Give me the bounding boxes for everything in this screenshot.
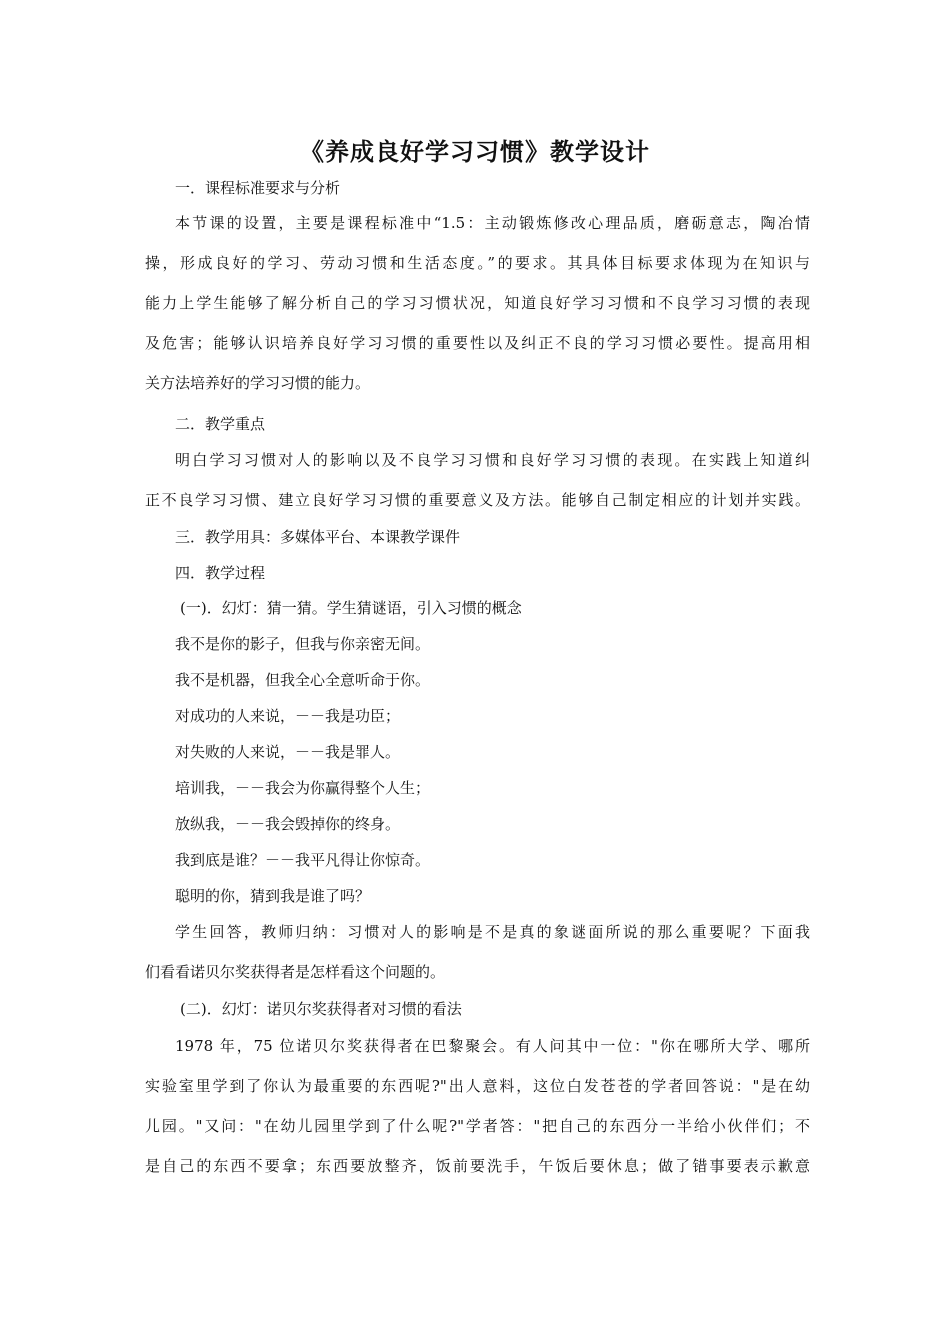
paragraph-key-points [145,440,810,520]
riddle-line: 聪明的你，猜到我是谁了吗？ [175,887,371,905]
paragraph-nobel-story [145,1026,810,1186]
riddle-line: 我到底是谁？－－我平凡得让你惊奇。 [175,851,431,869]
section-heading-1: 一．课程标准要求与分析 [175,179,341,197]
riddle-line: 培训我，－－我会为你赢得整个人生； [175,779,431,797]
text-line: 1978 年，75 位诺贝尔奖获得者在巴黎聚会。有人问其中一位："你在哪所大学、哪所 [175,1037,810,1055]
section-heading-3: 三．教学用具：多媒体平台、本课教学课件 [175,528,461,546]
text-line: 们看看诺贝尔奖获得者是怎样看这个问题的。 [145,963,446,981]
text-line: 实验室里学到了你认为最重要的东西呢?"出人意料，这位白发苍苍的学者回答说："是在幼 [145,1077,810,1095]
text-line: 操，形成良好的学习、劳动习惯和生活态度。”的要求。其具体目标要求体现为在知识与 [145,254,810,272]
riddle-line: 我不是机器，但我全心全意听命于你。 [175,671,431,689]
section-heading-4: 四．教学过程 [175,564,266,582]
text-line: 是自己的东西不要拿；东西要放整齐，饭前要洗手，午饭后要休息；做了错事要表示歉意 [145,1157,810,1175]
text-line: 正不良学习习惯、建立良好学习习惯的重要意义及方法。能够自己制定相应的计划并实践。 [145,491,810,509]
step-two-heading: (二)．幻灯：诺贝尔奖获得者对习惯的看法 [180,1000,462,1018]
text-line: 本节课的设置，主要是课程标准中“1.5：主动锻炼修改心理品质，磨砺意志，陶冶情 [175,214,810,232]
paragraph-student-answer [145,912,810,992]
step-one-heading: (一)．幻灯：猜一猜。学生猜谜语，引入习惯的概念 [180,599,522,617]
text-line: 明白学习习惯对人的影响以及不良学习习惯和良好学习习惯的表现。在实践上知道纠 [175,451,810,469]
paragraph-standards [145,203,810,403]
text-line: 关方法培养好的学习习惯的能力。 [145,374,371,392]
riddle-line: 对成功的人来说，－－我是功臣； [175,707,401,725]
document-title: 《养成良好学习习惯》教学设计 [300,138,650,166]
riddle-line: 放纵我，－－我会毁掉你的终身。 [175,815,401,833]
text-line: 及危害；能够认识培养良好学习习惯的重要性以及纠正不良的学习习惯必要性。提高用相 [145,334,810,352]
riddle-line: 我不是你的影子，但我与你亲密无间。 [175,635,431,653]
text-line: 能力上学生能够了解分析自己的学习习惯状况，知道良好学习习惯和不良学习习惯的表现 [145,294,810,312]
text-line: 学生回答，教师归纳：习惯对人的影响是不是真的象谜面所说的那么重要呢？下面我 [175,923,810,941]
riddle-line: 对失败的人来说，－－我是罪人。 [175,743,401,761]
section-heading-2: 二．教学重点 [175,415,266,433]
text-line: 儿园。"又问："在幼儿园里学到了什么呢?"学者答："把自己的东西分一半给小伙伴们；不 [145,1117,810,1135]
